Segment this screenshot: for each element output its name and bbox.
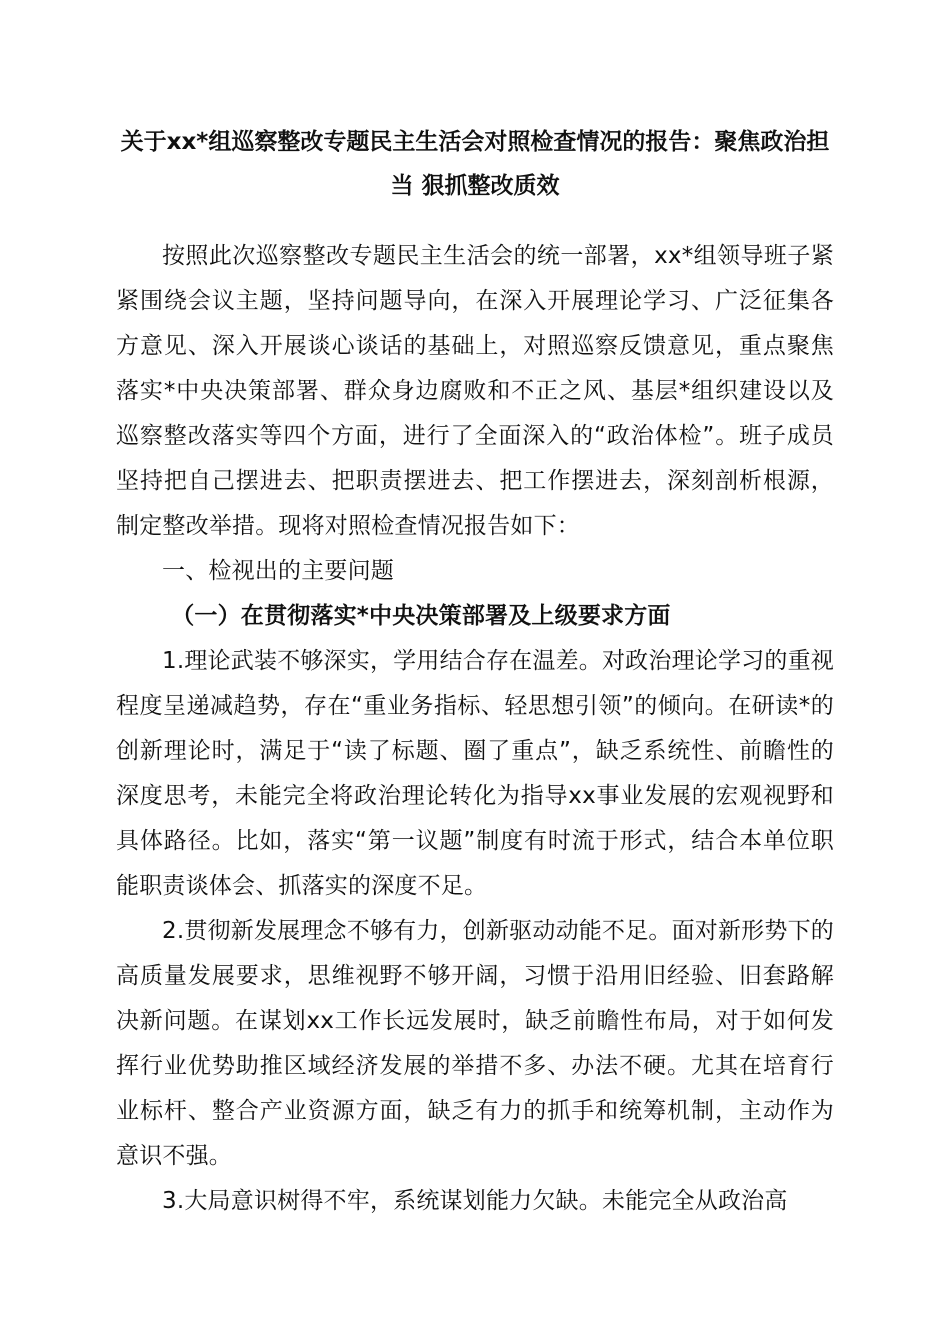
- body-paragraph-2: 2.贯彻新发展理念不够有力，创新驱动动能不足。面对新形势下的高质量发展要求，思维视野不够开阔，习惯于沿用旧经验、旧套路解决新问题。在谋划xx工作长远发展时，缺乏前瞻性布局，对于如何发挥行业优势助推区域经济发展的举措不多、办法不硬。尤其在培育行业标杆、整合产业资源方面，缺乏有力的抓手和统筹机制，主动作为意识不强。: [116, 918, 834, 1169]
- body-paragraph-3: 3.大局意识树得不牢，系统谋划能力欠缺。未能完全从政治高: [162, 1188, 788, 1214]
- subsection-heading: （一）在贯彻落实*中央决策部署及上级要求方面: [171, 603, 671, 629]
- section-heading: 一、检视出的主要问题: [162, 558, 394, 584]
- intro-paragraph: 按照此次巡察整改专题民主生活会的统一部署，xx*组领导班子紧紧围绕会议主题，坚持问题导向，在深入开展理论学习、广泛征集各方意见、深入开展谈心谈话的基础上，对照巡察反馈意见，重点聚焦落实*中央决策部署、群众身边腐败和不正之风、基层*组织建设以及巡察整改落实等四个方面，进行了全面深入的“政治体检”。班子成员坚持把自己摆进去、把职责摆进去、把工作摆进去，深刻剖析根源，制定整改举措。现将对照检查情况报告如下：: [116, 243, 834, 539]
- body-paragraph-1: 1.理论武装不够深实，学用结合存在温差。对政治理论学习的重视程度呈递减趋势，存在“重业务指标、轻思想引领”的倾向。在研读*的创新理论时，满足于“读了标题、圈了重点”，缺乏系统性、前瞻性的深度思考，未能完全将政治理论转化为指导xx事业发展的宏观视野和具体路径。比如，落实“第一议题”制度有时流于形式，结合本单位职能职责谈体会、抓落实的深度不足。: [116, 648, 834, 899]
- document-body: [116, 234, 834, 1224]
- document-title: 关于xx*组巡察整改专题民主生活会对照检查情况的报告：聚焦政治担当 狠抓整改质效: [120, 129, 830, 199]
